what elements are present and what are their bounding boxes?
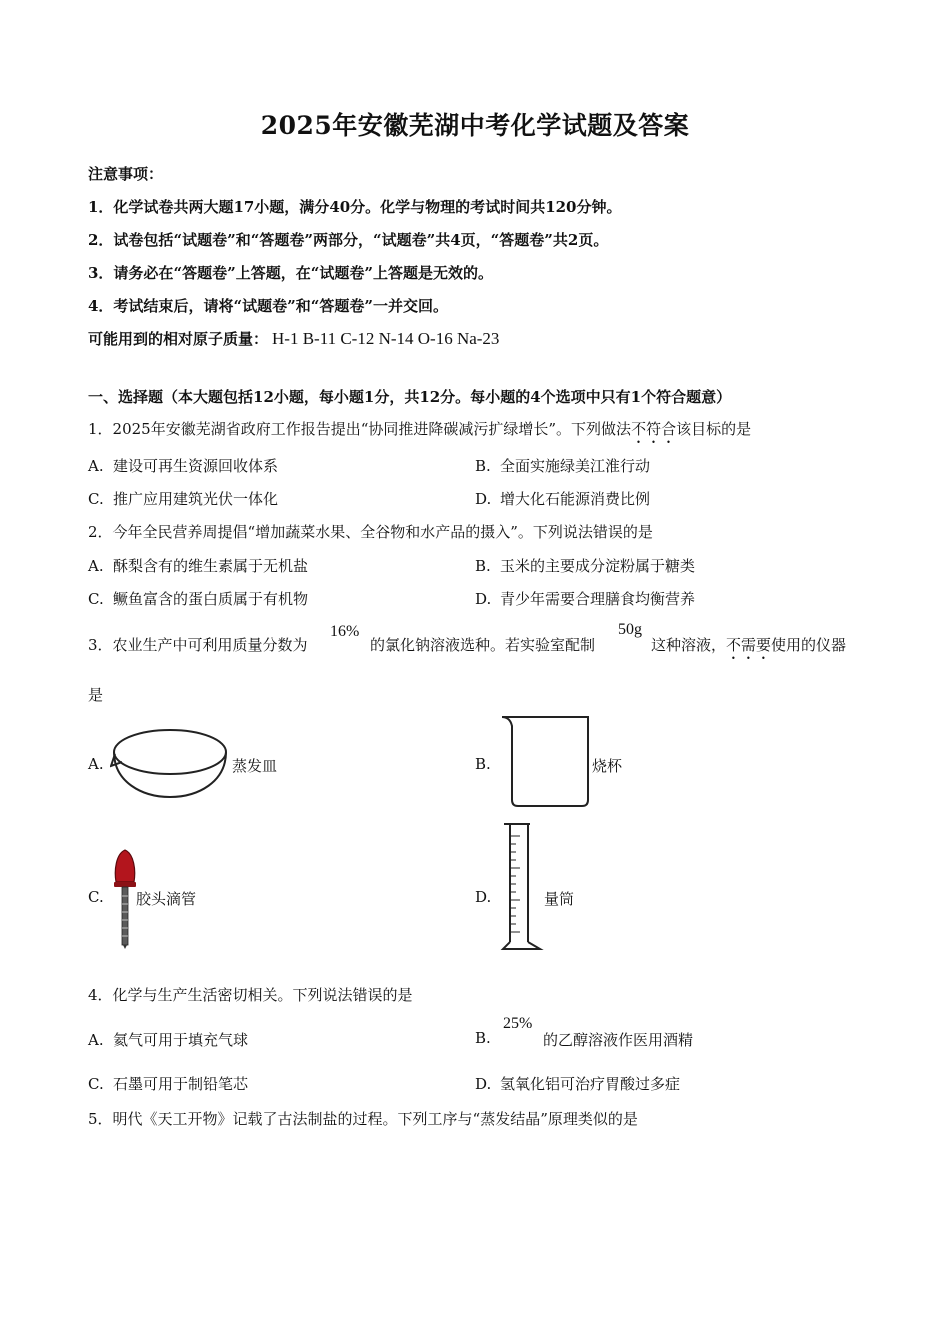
option-text: 玉米的主要成分淀粉属于糖类 bbox=[500, 557, 696, 575]
option-text: 全面实施绿美江淮行动 bbox=[500, 457, 651, 475]
q1-option-c[interactable] bbox=[88, 488, 278, 509]
q3-stem-part-3 bbox=[651, 634, 846, 663]
q1-stem-end: 该目标的是 bbox=[676, 420, 752, 438]
option-label: B. bbox=[475, 557, 491, 575]
q1-option-b[interactable] bbox=[475, 455, 650, 476]
option-text: 增大化石能源消费比例 bbox=[500, 490, 651, 508]
option-text: 青少年需要合理膳食均衡营养 bbox=[500, 590, 696, 608]
notes-heading: 注意事项： bbox=[88, 165, 164, 183]
q4-option-d[interactable] bbox=[475, 1073, 680, 1094]
question-4-stem: 4．化学与生产生活密切相关。下列说法错误的是 bbox=[88, 986, 413, 1004]
question-5-stem: 5．明代《天工开物》记载了古法制盐的过程。下列工序与“蒸发结晶”原理类似的是 bbox=[88, 1110, 638, 1128]
q3-option-b-label[interactable]: B. bbox=[475, 755, 491, 773]
q3-emphasis: 不需要 bbox=[726, 636, 772, 654]
option-text: 石墨可用于制铅笔芯 bbox=[113, 1075, 249, 1093]
option-text: 鳜鱼富含的蛋白质属于有机物 bbox=[113, 590, 309, 608]
q3-option-c-label[interactable]: C. bbox=[88, 888, 104, 906]
option-label: B. bbox=[475, 457, 491, 475]
option-label: D. bbox=[475, 490, 492, 508]
page-title: 2025年安徽芜湖中考化学试题及答案 bbox=[260, 111, 690, 140]
q1-emphasis: 不符合 bbox=[631, 420, 677, 438]
q3-option-a-text: 蒸发皿 bbox=[232, 757, 278, 775]
option-label: A. bbox=[88, 557, 104, 575]
graduated-cylinder-icon bbox=[500, 822, 544, 952]
evaporating-dish-icon bbox=[110, 722, 230, 808]
q3-stem-tail: 是 bbox=[88, 686, 104, 704]
q4-value-25-percent: 25% bbox=[503, 1015, 533, 1032]
q3-value-16-percent: 16% bbox=[330, 623, 360, 640]
q3-value-50g: 50g bbox=[618, 621, 642, 638]
q3-option-b-text: 烧杯 bbox=[592, 757, 623, 775]
q3-option-d-label[interactable]: D. bbox=[475, 888, 492, 906]
q4-option-b-text: 的乙醇溶液作医用酒精 bbox=[543, 1031, 694, 1049]
q4-option-a[interactable] bbox=[88, 1029, 248, 1050]
option-label: A. bbox=[88, 1031, 104, 1049]
q2-option-c[interactable] bbox=[88, 588, 308, 609]
q3-stem-part-2: 的氯化钠溶液选种。若实验室配制 bbox=[370, 636, 596, 654]
q1-stem-part: 1．2025年安徽芜湖省政府工作报告提出“协同推进降碳减污扩绿增长”。下列做法 bbox=[88, 420, 632, 438]
option-text: 氢氧化铝可治疗胃酸过多症 bbox=[500, 1075, 681, 1093]
section-heading: 一、选择题（本大题包括12小题，每小题1分，共12分。每小题的4个选项中只有1个符合题意） bbox=[88, 388, 732, 406]
option-text: 推广应用建筑光伏一体化 bbox=[113, 490, 279, 508]
q2-option-b[interactable] bbox=[475, 555, 695, 576]
option-label: C. bbox=[88, 490, 104, 508]
q3-option-c-text: 胶头滴管 bbox=[136, 890, 197, 908]
note-item-4: 4．考试结束后，请将“试题卷”和“答题卷”一并交回。 bbox=[88, 297, 448, 315]
option-text: 建设可再生资源回收体系 bbox=[113, 457, 279, 475]
q3-stem-d: 使用的仪器 bbox=[771, 636, 847, 654]
q4-option-b-label[interactable]: B. bbox=[475, 1029, 491, 1047]
q3-option-d-text: 量筒 bbox=[544, 890, 575, 908]
question-2-stem: 2．今年全民营养周提倡“增加蔬菜水果、全谷物和水产品的摄入”。下列说法错误的是 bbox=[88, 523, 653, 541]
option-text: 酥梨含有的维生素属于无机盐 bbox=[113, 557, 309, 575]
atomic-mass-label: 可能用到的相对原子质量： bbox=[88, 330, 269, 348]
option-label: D. bbox=[475, 1075, 492, 1093]
note-item-3: 3．请务必在“答题卷”上答题，在“试题卷”上答题是无效的。 bbox=[88, 264, 493, 282]
atomic-mass-values: H-1 B-11 C-12 N-14 O-16 Na-23 bbox=[272, 329, 500, 348]
q3-stem-part-1: 3．农业生产中可利用质量分数为 bbox=[88, 636, 308, 654]
note-item-2: 2．试卷包括“试题卷”和“答题卷”两部分，“试题卷”共4页，“答题卷”共2页。 bbox=[88, 231, 609, 249]
option-label: D. bbox=[475, 590, 492, 608]
q1-option-a[interactable] bbox=[88, 455, 278, 476]
beaker-icon bbox=[500, 714, 592, 808]
q3-option-a-label[interactable]: A. bbox=[88, 755, 104, 773]
q3-stem-c: 这种溶液， bbox=[651, 636, 727, 654]
question-1-stem bbox=[88, 418, 751, 447]
q4-option-c[interactable] bbox=[88, 1073, 248, 1094]
atomic-mass-line bbox=[88, 328, 499, 349]
option-label: C. bbox=[88, 590, 104, 608]
option-label: C. bbox=[88, 1075, 104, 1093]
q1-option-d[interactable] bbox=[475, 488, 650, 509]
note-item-1: 1．化学试卷共两大题17小题，满分40分。化学与物理的考试时间共120分钟。 bbox=[88, 198, 622, 216]
q2-option-d[interactable] bbox=[475, 588, 695, 609]
q2-option-a[interactable] bbox=[88, 555, 308, 576]
option-text: 氦气可用于填充气球 bbox=[113, 1031, 249, 1049]
option-label: A. bbox=[88, 457, 104, 475]
